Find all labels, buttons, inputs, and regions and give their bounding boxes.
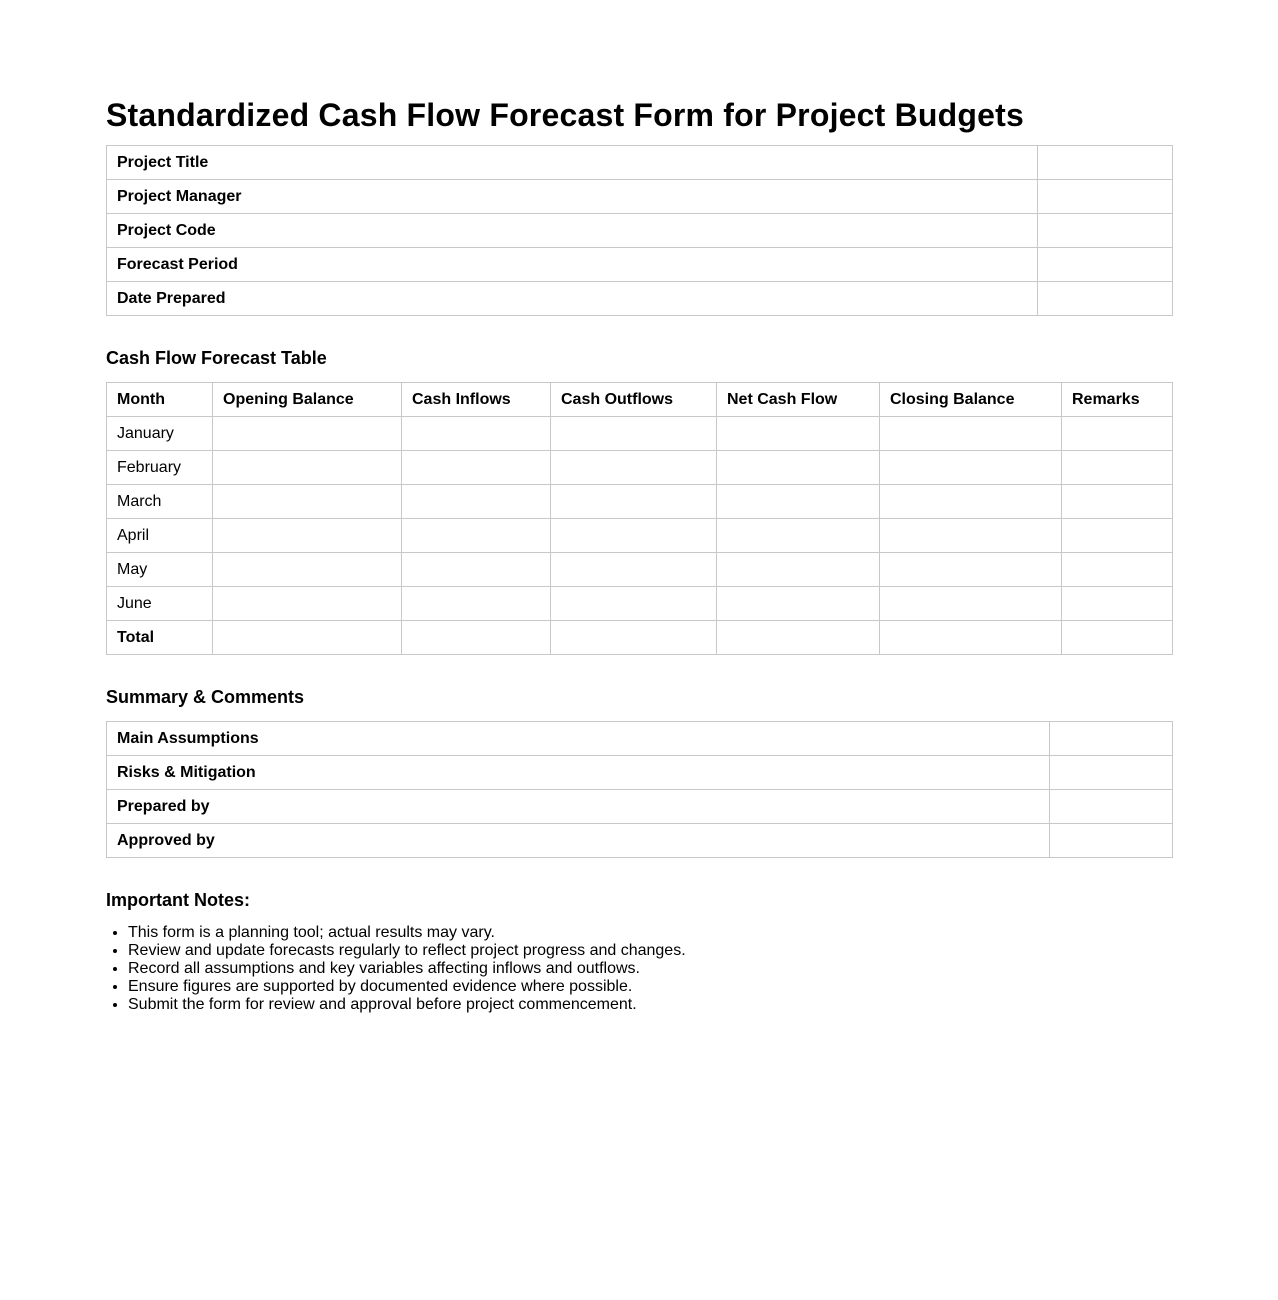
main-assumptions-field[interactable] <box>1050 722 1173 756</box>
cash-outflows-cell[interactable] <box>551 485 717 519</box>
cash-inflows-cell[interactable] <box>402 451 551 485</box>
info-row-project-title <box>107 146 1173 180</box>
column-header-net-cash-flow: Net Cash Flow <box>717 383 880 417</box>
remarks-cell[interactable] <box>1062 587 1173 621</box>
column-header-cash-inflows: Cash Inflows <box>402 383 551 417</box>
info-row-forecast-period <box>107 248 1173 282</box>
remarks-cell[interactable] <box>1062 417 1173 451</box>
closing-balance-cell[interactable] <box>880 519 1062 553</box>
summary-label: Risks & Mitigation <box>107 756 1050 790</box>
opening-balance-cell[interactable] <box>213 451 402 485</box>
opening-balance-cell[interactable] <box>213 553 402 587</box>
info-label: Project Manager <box>107 180 1038 214</box>
cash-outflows-cell[interactable] <box>551 417 717 451</box>
info-label: Project Code <box>107 214 1038 248</box>
summary-row-main-assumptions <box>107 722 1173 756</box>
list-item: • Review and update forecasts regularly to reflect project progress and changes. <box>128 942 1172 960</box>
page-title: Standardized Cash Flow Forecast Form for Project Budgets <box>106 97 1025 133</box>
closing-balance-total-cell[interactable] <box>880 621 1062 655</box>
opening-balance-cell[interactable] <box>213 485 402 519</box>
info-row-project-manager <box>107 180 1173 214</box>
month-cell: May <box>107 553 213 587</box>
total-row <box>107 621 1173 655</box>
forecast-header-row <box>107 383 1173 417</box>
forecast-section-heading: Cash Flow Forecast Table <box>106 348 327 368</box>
list-item: • Ensure figures are supported by documented evidence where possible. <box>128 978 1172 996</box>
forecast-period-field[interactable] <box>1038 248 1173 282</box>
summary-label: Prepared by <box>107 790 1050 824</box>
remarks-total-cell[interactable] <box>1062 621 1173 655</box>
summary-row-risks-mitigation <box>107 756 1173 790</box>
cash-outflows-cell[interactable] <box>551 587 717 621</box>
cash-inflows-cell[interactable] <box>402 553 551 587</box>
approved-by-field[interactable] <box>1050 824 1173 858</box>
closing-balance-cell[interactable] <box>880 451 1062 485</box>
cash-inflows-cell[interactable] <box>402 485 551 519</box>
month-cell: March <box>107 485 213 519</box>
cash-outflows-total-cell[interactable] <box>551 621 717 655</box>
closing-balance-cell[interactable] <box>880 417 1062 451</box>
cash-outflows-cell[interactable] <box>551 519 717 553</box>
summary-row-approved-by <box>107 824 1173 858</box>
opening-balance-total-cell[interactable] <box>213 621 402 655</box>
table-row <box>107 417 1173 451</box>
opening-balance-cell[interactable] <box>213 587 402 621</box>
table-row <box>107 519 1173 553</box>
cash-inflows-cell[interactable] <box>402 417 551 451</box>
table-row <box>107 587 1173 621</box>
table-row <box>107 451 1173 485</box>
net-cash-flow-cell[interactable] <box>717 417 880 451</box>
remarks-cell[interactable] <box>1062 553 1173 587</box>
month-cell: January <box>107 417 213 451</box>
info-label: Date Prepared <box>107 282 1038 316</box>
remarks-cell[interactable] <box>1062 451 1173 485</box>
info-row-date-prepared <box>107 282 1173 316</box>
list-item: • Record all assumptions and key variables affecting inflows and outflows. <box>128 960 1172 978</box>
closing-balance-cell[interactable] <box>880 485 1062 519</box>
total-label: Total <box>107 621 213 655</box>
remarks-cell[interactable] <box>1062 485 1173 519</box>
opening-balance-cell[interactable] <box>213 417 402 451</box>
cash-inflows-cell[interactable] <box>402 587 551 621</box>
net-cash-flow-total-cell[interactable] <box>717 621 880 655</box>
column-header-closing-balance: Closing Balance <box>880 383 1062 417</box>
info-label: Forecast Period <box>107 248 1038 282</box>
column-header-opening-balance: Opening Balance <box>213 383 402 417</box>
month-cell: April <box>107 519 213 553</box>
month-cell: June <box>107 587 213 621</box>
table-row <box>107 485 1173 519</box>
summary-table <box>106 721 1173 858</box>
month-cell: February <box>107 451 213 485</box>
summary-label: Main Assumptions <box>107 722 1050 756</box>
list-item: • Submit the form for review and approval before project commencement. <box>128 996 1172 1014</box>
net-cash-flow-cell[interactable] <box>717 451 880 485</box>
net-cash-flow-cell[interactable] <box>717 485 880 519</box>
project-title-field[interactable] <box>1038 146 1173 180</box>
opening-balance-cell[interactable] <box>213 519 402 553</box>
notes-heading: Important Notes: <box>106 890 250 910</box>
info-label: Project Title <box>107 146 1038 180</box>
net-cash-flow-cell[interactable] <box>717 587 880 621</box>
remarks-cell[interactable] <box>1062 519 1173 553</box>
list-item: • This form is a planning tool; actual results may vary. <box>128 924 1172 942</box>
column-header-cash-outflows: Cash Outflows <box>551 383 717 417</box>
column-header-remarks: Remarks <box>1062 383 1173 417</box>
cash-flow-forecast-table <box>106 382 1173 655</box>
summary-row-prepared-by <box>107 790 1173 824</box>
net-cash-flow-cell[interactable] <box>717 553 880 587</box>
risks-mitigation-field[interactable] <box>1050 756 1173 790</box>
summary-section-heading: Summary & Comments <box>106 687 305 707</box>
cash-inflows-total-cell[interactable] <box>402 621 551 655</box>
column-header-month: Month <box>107 383 213 417</box>
project-info-table <box>106 145 1173 316</box>
table-row <box>107 553 1173 587</box>
summary-label: Approved by <box>107 824 1050 858</box>
net-cash-flow-cell[interactable] <box>717 519 880 553</box>
prepared-by-field[interactable] <box>1050 790 1173 824</box>
date-prepared-field[interactable] <box>1038 282 1173 316</box>
project-code-field[interactable] <box>1038 214 1173 248</box>
cash-outflows-cell[interactable] <box>551 553 717 587</box>
project-manager-field[interactable] <box>1038 180 1173 214</box>
closing-balance-cell[interactable] <box>880 553 1062 587</box>
closing-balance-cell[interactable] <box>880 587 1062 621</box>
cash-inflows-cell[interactable] <box>402 519 551 553</box>
info-row-project-code <box>107 214 1173 248</box>
notes-list <box>106 924 1172 1014</box>
cash-outflows-cell[interactable] <box>551 451 717 485</box>
